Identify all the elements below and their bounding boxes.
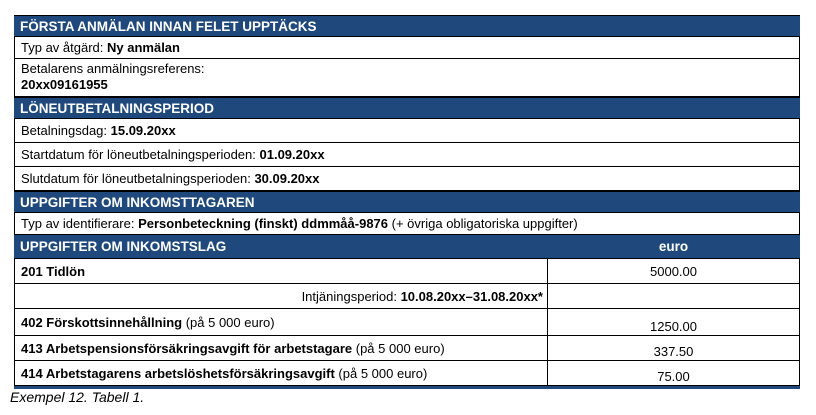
section-header-pay-period: LÖNEUTBETALNINGSPERIOD bbox=[14, 97, 800, 119]
income-type-amount: 1250.00 bbox=[650, 319, 697, 334]
income-type-name: 413 Arbetspensionsförsäkringsavgift för arbetstagare bbox=[21, 340, 353, 356]
income-report-table bbox=[14, 15, 800, 389]
income-type-note: (på 5 000 euro) bbox=[352, 340, 445, 356]
end-date-label: Slutdatum för löneutbetalningsperioden: bbox=[21, 171, 255, 186]
income-types-title: UPPGIFTER OM INKOMSTSLAG bbox=[20, 239, 227, 254]
income-type-amount: 5000.00 bbox=[650, 263, 697, 279]
income-type-name: 414 Arbetstagarens arbetslöshetsförsäkringsavgift bbox=[21, 365, 335, 381]
table-caption: Exempel 12. Tabell 1. bbox=[10, 389, 145, 405]
action-type-label: Typ av åtgärd: bbox=[21, 40, 107, 55]
action-type-value: Ny anmälan bbox=[107, 40, 180, 55]
identifier-row bbox=[14, 213, 800, 235]
payer-reference-row bbox=[14, 59, 800, 97]
end-date-row bbox=[14, 167, 800, 191]
section-header-first-report: FÖRSTA ANMÄLAN INNAN FELET UPPTÄCKS bbox=[14, 15, 800, 37]
income-type-amount: 337.50 bbox=[653, 344, 694, 359]
start-date-row bbox=[14, 143, 800, 167]
table-row bbox=[14, 336, 800, 361]
table-row bbox=[14, 259, 800, 284]
end-date-value: 30.09.20xx bbox=[254, 171, 320, 186]
earning-period-value: 10.08.20xx–31.08.20xx* bbox=[400, 288, 543, 304]
payer-reference-label: Betalarens anmälningsreferens: bbox=[21, 61, 205, 76]
payer-reference-value: 20xx09161955 bbox=[21, 77, 108, 92]
table-row bbox=[14, 284, 800, 309]
start-date-value: 01.09.20xx bbox=[259, 147, 325, 162]
identifier-note: (+ övriga obligatoriska uppgifter) bbox=[388, 216, 578, 231]
income-type-note: (på 5 000 euro) bbox=[334, 365, 428, 381]
table-row bbox=[14, 309, 800, 336]
income-type-note: (på 5 000 euro) bbox=[182, 314, 275, 330]
income-type-amount: 75.00 bbox=[657, 369, 690, 384]
payment-day-row bbox=[14, 119, 800, 143]
income-type-name: 201 Tidlön bbox=[21, 263, 86, 279]
section-header-income-earner: UPPGIFTER OM INKOMSTTAGAREN bbox=[14, 191, 800, 213]
payment-day-value: 15.09.20xx bbox=[110, 123, 176, 138]
section-header-income-types bbox=[14, 235, 800, 259]
start-date-label: Startdatum för löneutbetalningsperioden: bbox=[21, 147, 260, 162]
earning-period-label: Intjäningsperiod: bbox=[301, 288, 401, 304]
income-type-name: 402 Förskottsinnehållning bbox=[21, 314, 183, 330]
payment-day-label: Betalningsdag: bbox=[21, 123, 111, 138]
action-type-row bbox=[14, 37, 800, 59]
table-row bbox=[14, 361, 800, 386]
currency-header: euro bbox=[658, 239, 689, 254]
identifier-value: Personbeteckning (finskt) ddmmåå-9876 bbox=[138, 216, 389, 231]
identifier-label: Typ av identifierare: bbox=[21, 216, 139, 231]
income-type-amount bbox=[548, 284, 799, 308]
